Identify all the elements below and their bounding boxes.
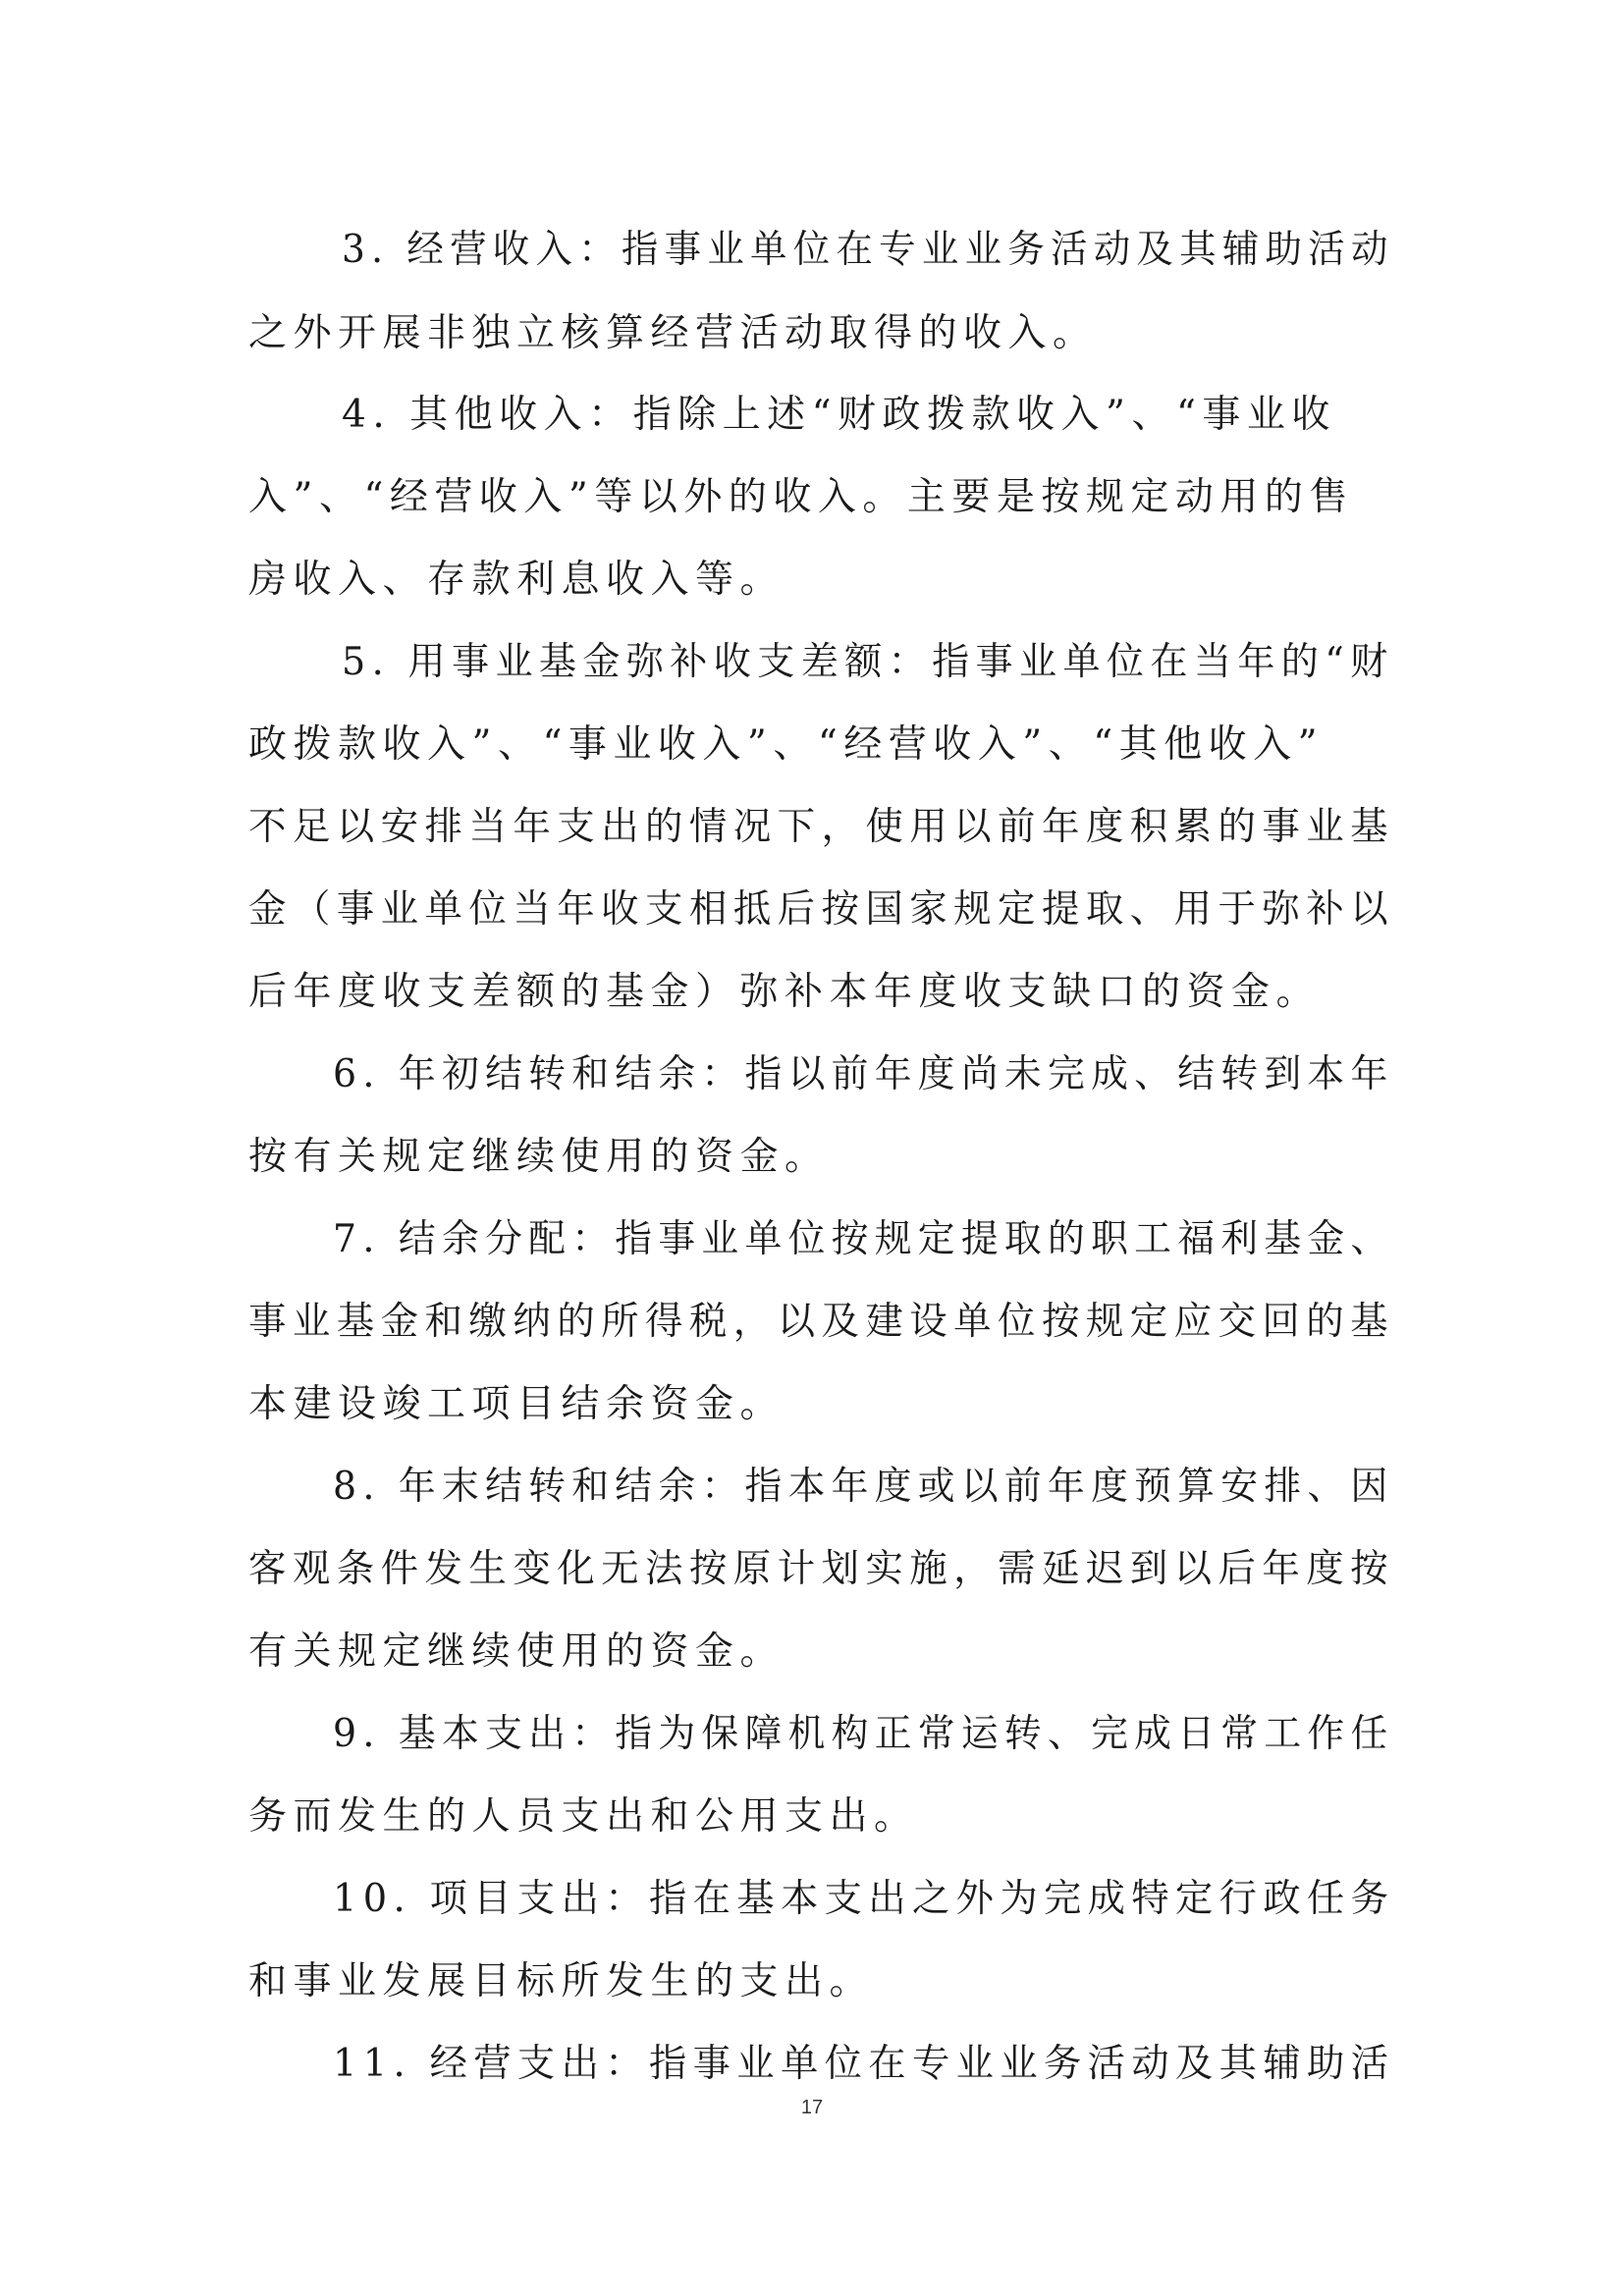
text-line: 务而发生的人员支出和公用支出。: [248, 1794, 919, 1839]
text-line: 房收入、存款利息收入等。: [248, 558, 785, 602]
text-line: 11. 经营支出：指事业单位在专业业务活动及其辅助活: [333, 2042, 1395, 2086]
text-line: 不足以安排当年支出的情况下，使用以前年度积累的事业基: [248, 805, 1395, 849]
text-line: 10. 项目支出：指在基本支出之外为完成特定行政任务: [333, 1877, 1395, 1921]
text-line: 有关规定继续使用的资金。: [248, 1629, 785, 1674]
text-line: 按有关规定继续使用的资金。: [248, 1135, 830, 1179]
text-line: 入”、“经营收入”等以外的收入。主要是按规定动用的售: [248, 475, 1354, 519]
text-line: 政拨款收入”、“事业收入”、“经营收入”、“其他收入”: [248, 722, 1325, 767]
text-line: 7. 结余分配：指事业单位按规定提取的职工福利基金、: [333, 1217, 1394, 1261]
text-line: 4. 其他收入：指除上述“财政拨款收入”、“事业收: [342, 393, 1336, 437]
text-line: 3. 经营收入：指事业单位在专业业务活动及其辅助活动: [342, 228, 1394, 272]
text-line: 本建设竣工项目结余资金。: [248, 1382, 785, 1426]
text-line: 8. 年末结转和结余：指本年度或以前年度预算安排、因: [333, 1465, 1394, 1509]
text-line: 9. 基本支出：指为保障机构正常运转、完成日常工作任: [333, 1712, 1394, 1756]
text-line: 和事业发展目标所发生的支出。: [248, 1959, 875, 2003]
text-line: 5. 用事业基金弥补收支差额：指事业单位在当年的“财: [342, 640, 1394, 684]
text-line: 事业基金和缴纳的所得税，以及建设单位按规定应交回的基: [248, 1300, 1395, 1344]
text-line: 客观条件发生变化无法按原计划实施，需延迟到以后年度按: [248, 1547, 1395, 1591]
text-line: 之外开展非独立核算经营活动取得的收入。: [248, 311, 1098, 355]
text-line: 金（事业单位当年收支相抵后按国家规定提取、用于弥补以: [248, 887, 1395, 932]
page-number: 17: [800, 2097, 824, 2118]
text-line: 6. 年初结转和结余：指以前年度尚未完成、结转到本年: [333, 1052, 1394, 1096]
text-line: 后年度收支差额的基金）弥补本年度收支缺口的资金。: [248, 970, 1322, 1014]
